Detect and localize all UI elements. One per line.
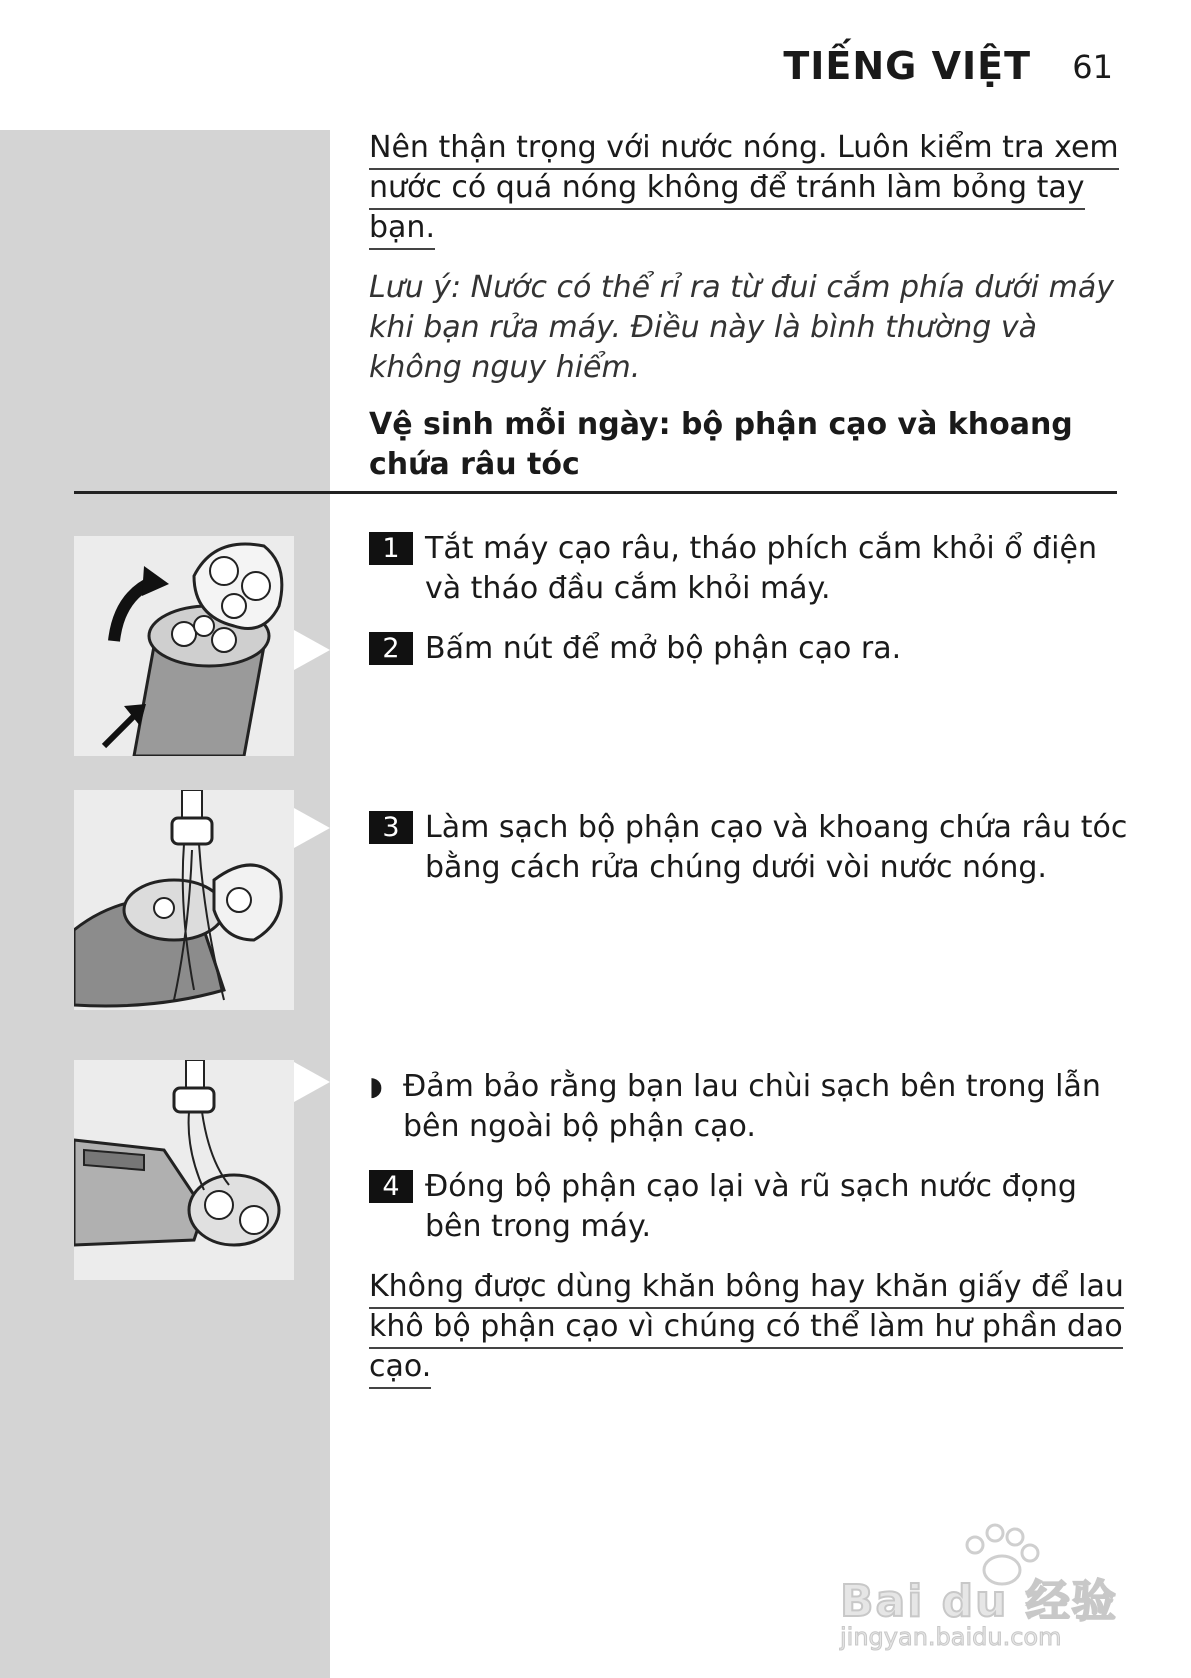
towel-warning: Không được dùng khăn bông hay khăn giấy để lau khô bộ phận cạo vì chúng có thể làm hư phần dao cạo. bbox=[369, 1267, 1129, 1387]
illustration-rinse-closed-unit bbox=[74, 1060, 294, 1280]
step-1 bbox=[369, 529, 1129, 609]
leak-note: Lưu ý: Nước có thể rỉ ra từ đui cắm phía dưới máy khi bạn rửa máy. Điều này là bình thường và không nguy hiểm. bbox=[369, 270, 1114, 385]
step-number-badge: 3 bbox=[369, 811, 413, 844]
step-2 bbox=[369, 629, 1129, 669]
section-divider bbox=[74, 491, 1117, 494]
illustration-rinse-shaving-unit bbox=[74, 790, 294, 1010]
watermark-url: jingyan.baidu.com bbox=[840, 1623, 1062, 1651]
bullet-text: Đảm bảo rằng bạn lau chùi sạch bên trong lẫn bên ngoài bộ phận cạo. bbox=[403, 1069, 1101, 1144]
step-number-badge: 2 bbox=[369, 632, 413, 665]
pointer-2 bbox=[294, 808, 330, 848]
language-heading: TIẾNG VIỆT bbox=[783, 44, 1031, 88]
step-3 bbox=[369, 808, 1129, 888]
baidu-watermark bbox=[840, 1515, 1140, 1655]
step-4-text: Đóng bộ phận cạo lại và rũ sạch nước đọng bên trong máy. bbox=[425, 1169, 1077, 1244]
bullet-icon: ◗ bbox=[369, 1072, 383, 1102]
section-heading: Vệ sinh mỗi ngày: bộ phận cạo và khoang chứa râu tóc bbox=[369, 407, 1073, 482]
step-number-badge: 4 bbox=[369, 1170, 413, 1203]
step-1-text: Tắt máy cạo râu, tháo phích cắm khỏi ổ điện và tháo đầu cắm khỏi máy. bbox=[425, 531, 1097, 606]
page-number: 61 bbox=[1072, 48, 1113, 86]
bullet-clean-inside-outside bbox=[369, 1067, 1129, 1147]
step-3-text: Làm sạch bộ phận cạo và khoang chứa râu tóc bằng cách rửa chúng dưới vòi nước nóng. bbox=[425, 810, 1128, 885]
watermark-brand: Bai du 经验 bbox=[840, 1576, 1118, 1627]
pointer-1 bbox=[294, 630, 330, 670]
hot-water-warning: Nên thận trọng với nước nóng. Luôn kiểm tra xem nước có quá nóng không để tránh làm bỏng tay bạn. bbox=[369, 128, 1129, 248]
step-2-text: Bấm nút để mở bộ phận cạo ra. bbox=[425, 631, 902, 666]
illustration-open-shaving-unit bbox=[74, 536, 294, 756]
pointer-3 bbox=[294, 1062, 330, 1102]
step-4 bbox=[369, 1167, 1129, 1247]
step-number-badge: 1 bbox=[369, 532, 413, 565]
